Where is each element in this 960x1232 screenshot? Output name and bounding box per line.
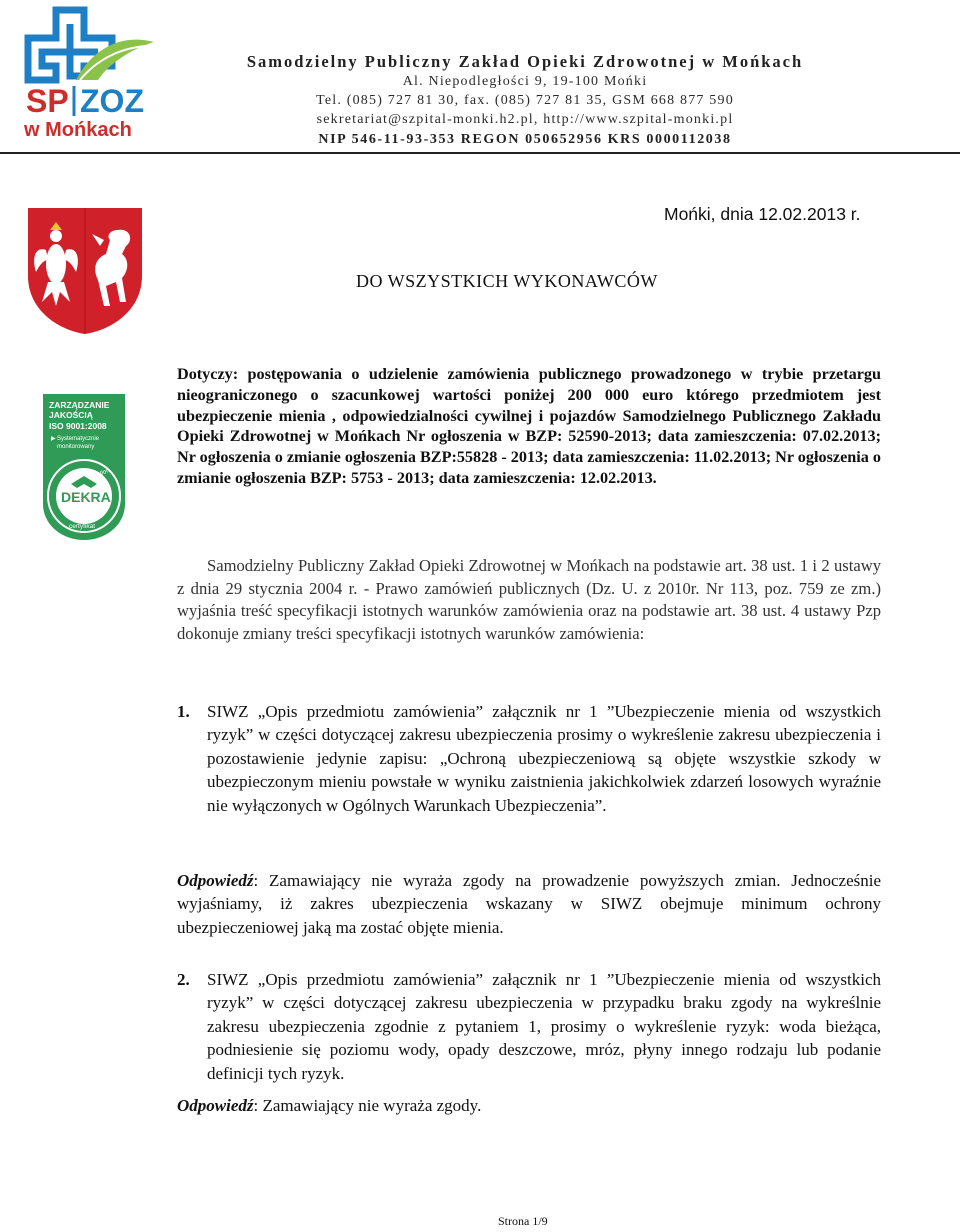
dekra-badge-icon: [41, 392, 127, 542]
subject-paragraph: Dotyczy: postępowania o udzielenie zamówienia publicznego prowadzonego w trybie przetargu nieograniczonego o szacunkowej wartości poniżej 200 000 euro którego przedmiotem jest ubezpieczenie mienia , odpowiedzialności cywilnej i pojazdów Samodzielnego Publicznego Zakładu Opieki Zdrowotnej w Mońkach Nr ogłoszenia w BZP: 52590-2013; data zamieszczenia: 07.02.2013; Nr ogłoszenia o zmianie ogłoszenia BZP:55828 - 2013; data zamieszczenia: 11.02.2013; Nr ogłoszenia o zmianie ogłoszenia BZP: 5753 - 2013; data zamieszczenia: 12.02.2013.: [177, 365, 881, 487]
item-text: SIWZ „Opis przedmiotu zamówienia” załącznik nr 1 ”Ubezpieczenie mienia od wszystkich ryzyk” w części dotyczącej zakresu ubezpieczenia w przypadku braku zgody na wykreślnie zakresu ubezpieczenia zgodnie z pytaniem 1, prosimy o wykreślenie ryzyk: woda bieżąca, podniesienie się poziomu wody, opady deszczowe, mróz, płyny innego rodzaju lub podanie definicji tych ryzyk.: [207, 970, 881, 1083]
institution-email: sekretariat@szpital-monki.h2.pl, http://www.szpital-monki.pl: [316, 112, 734, 127]
svg-text:certyfikat: certyfikat: [69, 523, 96, 530]
institution-phone: Tel. (085) 727 81 30, fax. (085) 727 81 35, GSM 668 877 590: [316, 93, 734, 108]
intro-paragraph: [177, 555, 881, 645]
institution-ids: NIP 546-11-93-353 REGON 050652956 KRS 0000112038: [318, 132, 732, 147]
item-number: 2.: [177, 970, 190, 989]
answer-label: Odpowiedź: [177, 871, 254, 890]
answer-label: Odpowiedź: [177, 1096, 254, 1115]
svg-text:ZARZĄDZANIE: ZARZĄDZANIE: [49, 400, 110, 410]
svg-text:JAKOŚCIĄ: JAKOŚCIĄ: [49, 410, 93, 420]
svg-text:ZOZ: ZOZ: [80, 83, 144, 119]
svg-text:w Mońkach: w Mońkach: [24, 119, 132, 140]
answer-1: [177, 869, 881, 939]
coat-of-arms-icon: [26, 206, 144, 336]
document-date: Mońki, dnia 12.02.2013 r.: [664, 204, 861, 224]
svg-text:DEKRA Certification: DEKRA Certification: [58, 467, 111, 492]
answer-2: [177, 1094, 881, 1117]
spzoz-logo: [14, 6, 164, 140]
medical-cross-icon: [14, 6, 164, 140]
svg-text:▶: ▶: [51, 436, 56, 442]
item-text: SIWZ „Opis przedmiotu zamówienia” załącznik nr 1 ”Ubezpieczenie mienia od wszystkich ryzyk” w części dotyczącej zakresu ubezpieczenia prosimy o wykreślenie zakresu ubezpieczenia i pozostawienie jedynie zapisu: „Ochroną ubezpieczeniową są objęte wszystkie szkody w ubezpieczonym mieniu powstałe w wyniku zaistnienia jakichkolwiek zdarzeń losowych wyraźnie nie wyłączonych w Ogólnych Warunkach Ubezpieczenia”.: [207, 702, 881, 815]
institution-address: Al. Niepodległości 9, 19-100 Mońki: [402, 74, 648, 89]
answer-text: : Zamawiający nie wyraża zgody.: [253, 1096, 482, 1115]
coat-of-arms: [26, 206, 144, 336]
header-divider: [0, 152, 960, 154]
institution-name: Samodzielny Publiczny Zakład Opieki Zdrowotnej w Mońkach: [246, 52, 804, 71]
svg-text:monitorowany: monitorowany: [57, 444, 95, 450]
intro-text: Samodzielny Publiczny Zakład Opieki Zdrowotnej w Mońkach na podstawie art. 38 ust. 1 i 2 ustawy z dnia 29 stycznia 2004 r. - Prawo zamówień publicznych (Dz. U. z 2010r. Nr 113, poz. 759 ze zm.) wyjaśnia treść specyfikacji istotnych warunków zamówienia oraz na podstawie art. 38 ust. 4 ustawy Pzp dokonuje zmiany treści specyfikacji istotnych warunków zamówienia:: [177, 556, 881, 643]
svg-text:Systematycznie: Systematycznie: [57, 436, 100, 442]
answer-text: : Zamawiający nie wyraża zgody na prowadzenie powyższych zmian. Jednocześnie wyjaśniamy, iż zakres ubezpieczenia wskazany w SIWZ obejmuje minimum ochrony ubezpieczeniowej jaką ma zostać objęte mienia.: [177, 871, 881, 937]
page-number: Strona 1/9: [498, 1214, 548, 1228]
addressee-heading: DO WSZYSTKICH WYKONAWCÓW: [356, 271, 658, 291]
svg-text:DEKRA: DEKRA: [61, 489, 111, 505]
svg-text:ISO 9001:2008: ISO 9001:2008: [49, 421, 107, 431]
svg-text:SP: SP: [26, 83, 69, 119]
question-item-1: [177, 700, 881, 817]
question-item-2: [177, 968, 881, 1085]
iso-certification-badge: [41, 392, 127, 542]
letterhead: [192, 52, 858, 151]
item-number: 1.: [177, 702, 190, 721]
